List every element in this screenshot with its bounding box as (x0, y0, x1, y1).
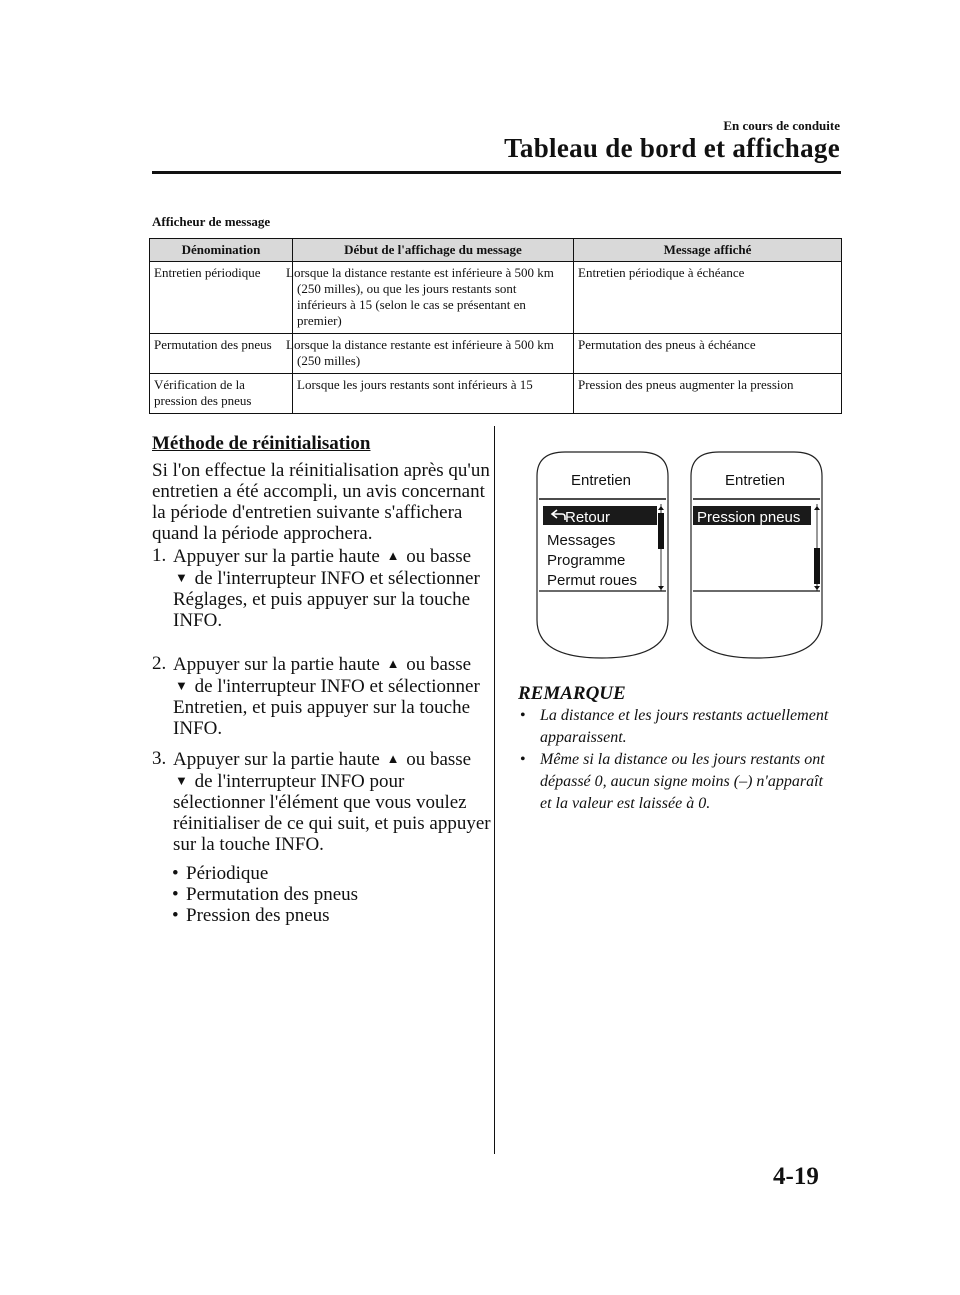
list-item: • Pression des pneus (172, 905, 358, 926)
table-cell: Permutation des pneus à échéance (574, 334, 842, 374)
column-header: Dénomination (150, 239, 293, 262)
menu-item-permut-roues[interactable]: Permut roues (547, 572, 638, 589)
list-item: • Même si la distance ou les jours restants ont dépassé 0, aucun signe moins (–) n'apparaît et la valeur est laissée à 0. (518, 749, 838, 815)
triangle-down-icon: ▼ (175, 570, 188, 585)
triangle-down-icon: ▼ (175, 773, 188, 788)
table-row (150, 374, 842, 414)
menu-item-retour[interactable]: Retour (565, 509, 611, 526)
step-text: ou basse (406, 749, 472, 770)
triangle-down-icon: ▼ (175, 678, 188, 693)
step-text: ou basse (406, 546, 472, 567)
display-screen-menu (535, 450, 670, 662)
menu-item-pression-pneus[interactable]: Pression pneus (697, 509, 801, 526)
chapter-label: En cours de conduite (723, 118, 840, 133)
message-table (149, 238, 842, 414)
note-list (518, 705, 838, 815)
step-number: 3. (152, 748, 167, 769)
step-item (152, 653, 492, 739)
step-text: de l'interrupteur INFO pour sélectionner l'élément que vous voulez réinitialiser de ce qui suit, et puis appuyer sur la touche INFO. (173, 771, 491, 855)
header-divider (152, 171, 841, 174)
table-caption: Afficheur de message (152, 214, 271, 229)
table-cell: Entretien périodique (150, 262, 293, 334)
page-title: Tableau de bord et affichage (504, 133, 840, 163)
triangle-up-icon: ▲ (386, 751, 400, 766)
step-number: 1. (152, 545, 167, 566)
display-screen-submenu (689, 450, 824, 662)
menu-item-programme[interactable]: Programme (547, 552, 626, 569)
screen-title: Entretien (570, 472, 632, 489)
triangle-up-icon: ▲ (386, 656, 400, 671)
table-cell: Lorsque les jours restants sont inférieurs à 15 (293, 374, 574, 414)
step-text: ou basse (406, 654, 472, 675)
screen-title: Entretien (724, 472, 786, 489)
step-number: 2. (152, 653, 167, 674)
table-header-row (150, 239, 842, 262)
step-text: Appuyer sur la partie haute (173, 546, 380, 567)
column-header: Message affiché (574, 239, 842, 262)
step-text: de l'interrupteur INFO et sélectionner Réglages, et puis appuyer sur la touche INFO. (173, 568, 480, 631)
note-title: REMARQUE (518, 683, 626, 704)
table-cell: Lorsque la distance restante est inférieure à 500 km (250 milles) (293, 334, 574, 374)
scroll-thumb[interactable] (658, 513, 664, 549)
table-cell: Entretien périodique à échéance (574, 262, 842, 334)
step-text: Appuyer sur la partie haute (173, 749, 380, 770)
option-list (172, 863, 358, 926)
table-row (150, 334, 842, 374)
triangle-up-icon: ▲ (386, 548, 400, 563)
step-item (152, 748, 492, 855)
table-cell: Lorsque la distance restante est inférieure à 500 km (250 milles), ou que les jours restants sont inférieurs à 15 (selon le cas se présentant en premier) (293, 262, 574, 334)
page-number: 4-19 (773, 1163, 819, 1190)
intro-paragraph: Si l'on effectue la réinitialisation après qu'un entretien a été accompli, un avis concernant la période d'entretien suivante s'affichera quand la période approchera. (152, 460, 490, 544)
column-divider (494, 426, 495, 1154)
step-item (152, 545, 492, 631)
list-item: • Permutation des pneus (172, 884, 358, 905)
list-item: • La distance et les jours restants actuellement apparaissent. (518, 705, 838, 749)
column-header: Début de l'affichage du message (293, 239, 574, 262)
menu-item-messages[interactable]: Messages (547, 532, 616, 549)
step-text: Appuyer sur la partie haute (173, 654, 380, 675)
table-cell: Pression des pneus augmenter la pression (574, 374, 842, 414)
table-cell: Permutation des pneus (150, 334, 293, 374)
table-row (150, 262, 842, 334)
list-item: • Périodique (172, 863, 358, 884)
table-cell: Vérification de la pression des pneus (150, 374, 293, 414)
step-text: de l'interrupteur INFO et sélectionner Entretien, et puis appuyer sur la touche INFO. (173, 676, 480, 739)
section-title: Méthode de réinitialisation (152, 433, 371, 454)
scroll-thumb[interactable] (814, 548, 820, 584)
